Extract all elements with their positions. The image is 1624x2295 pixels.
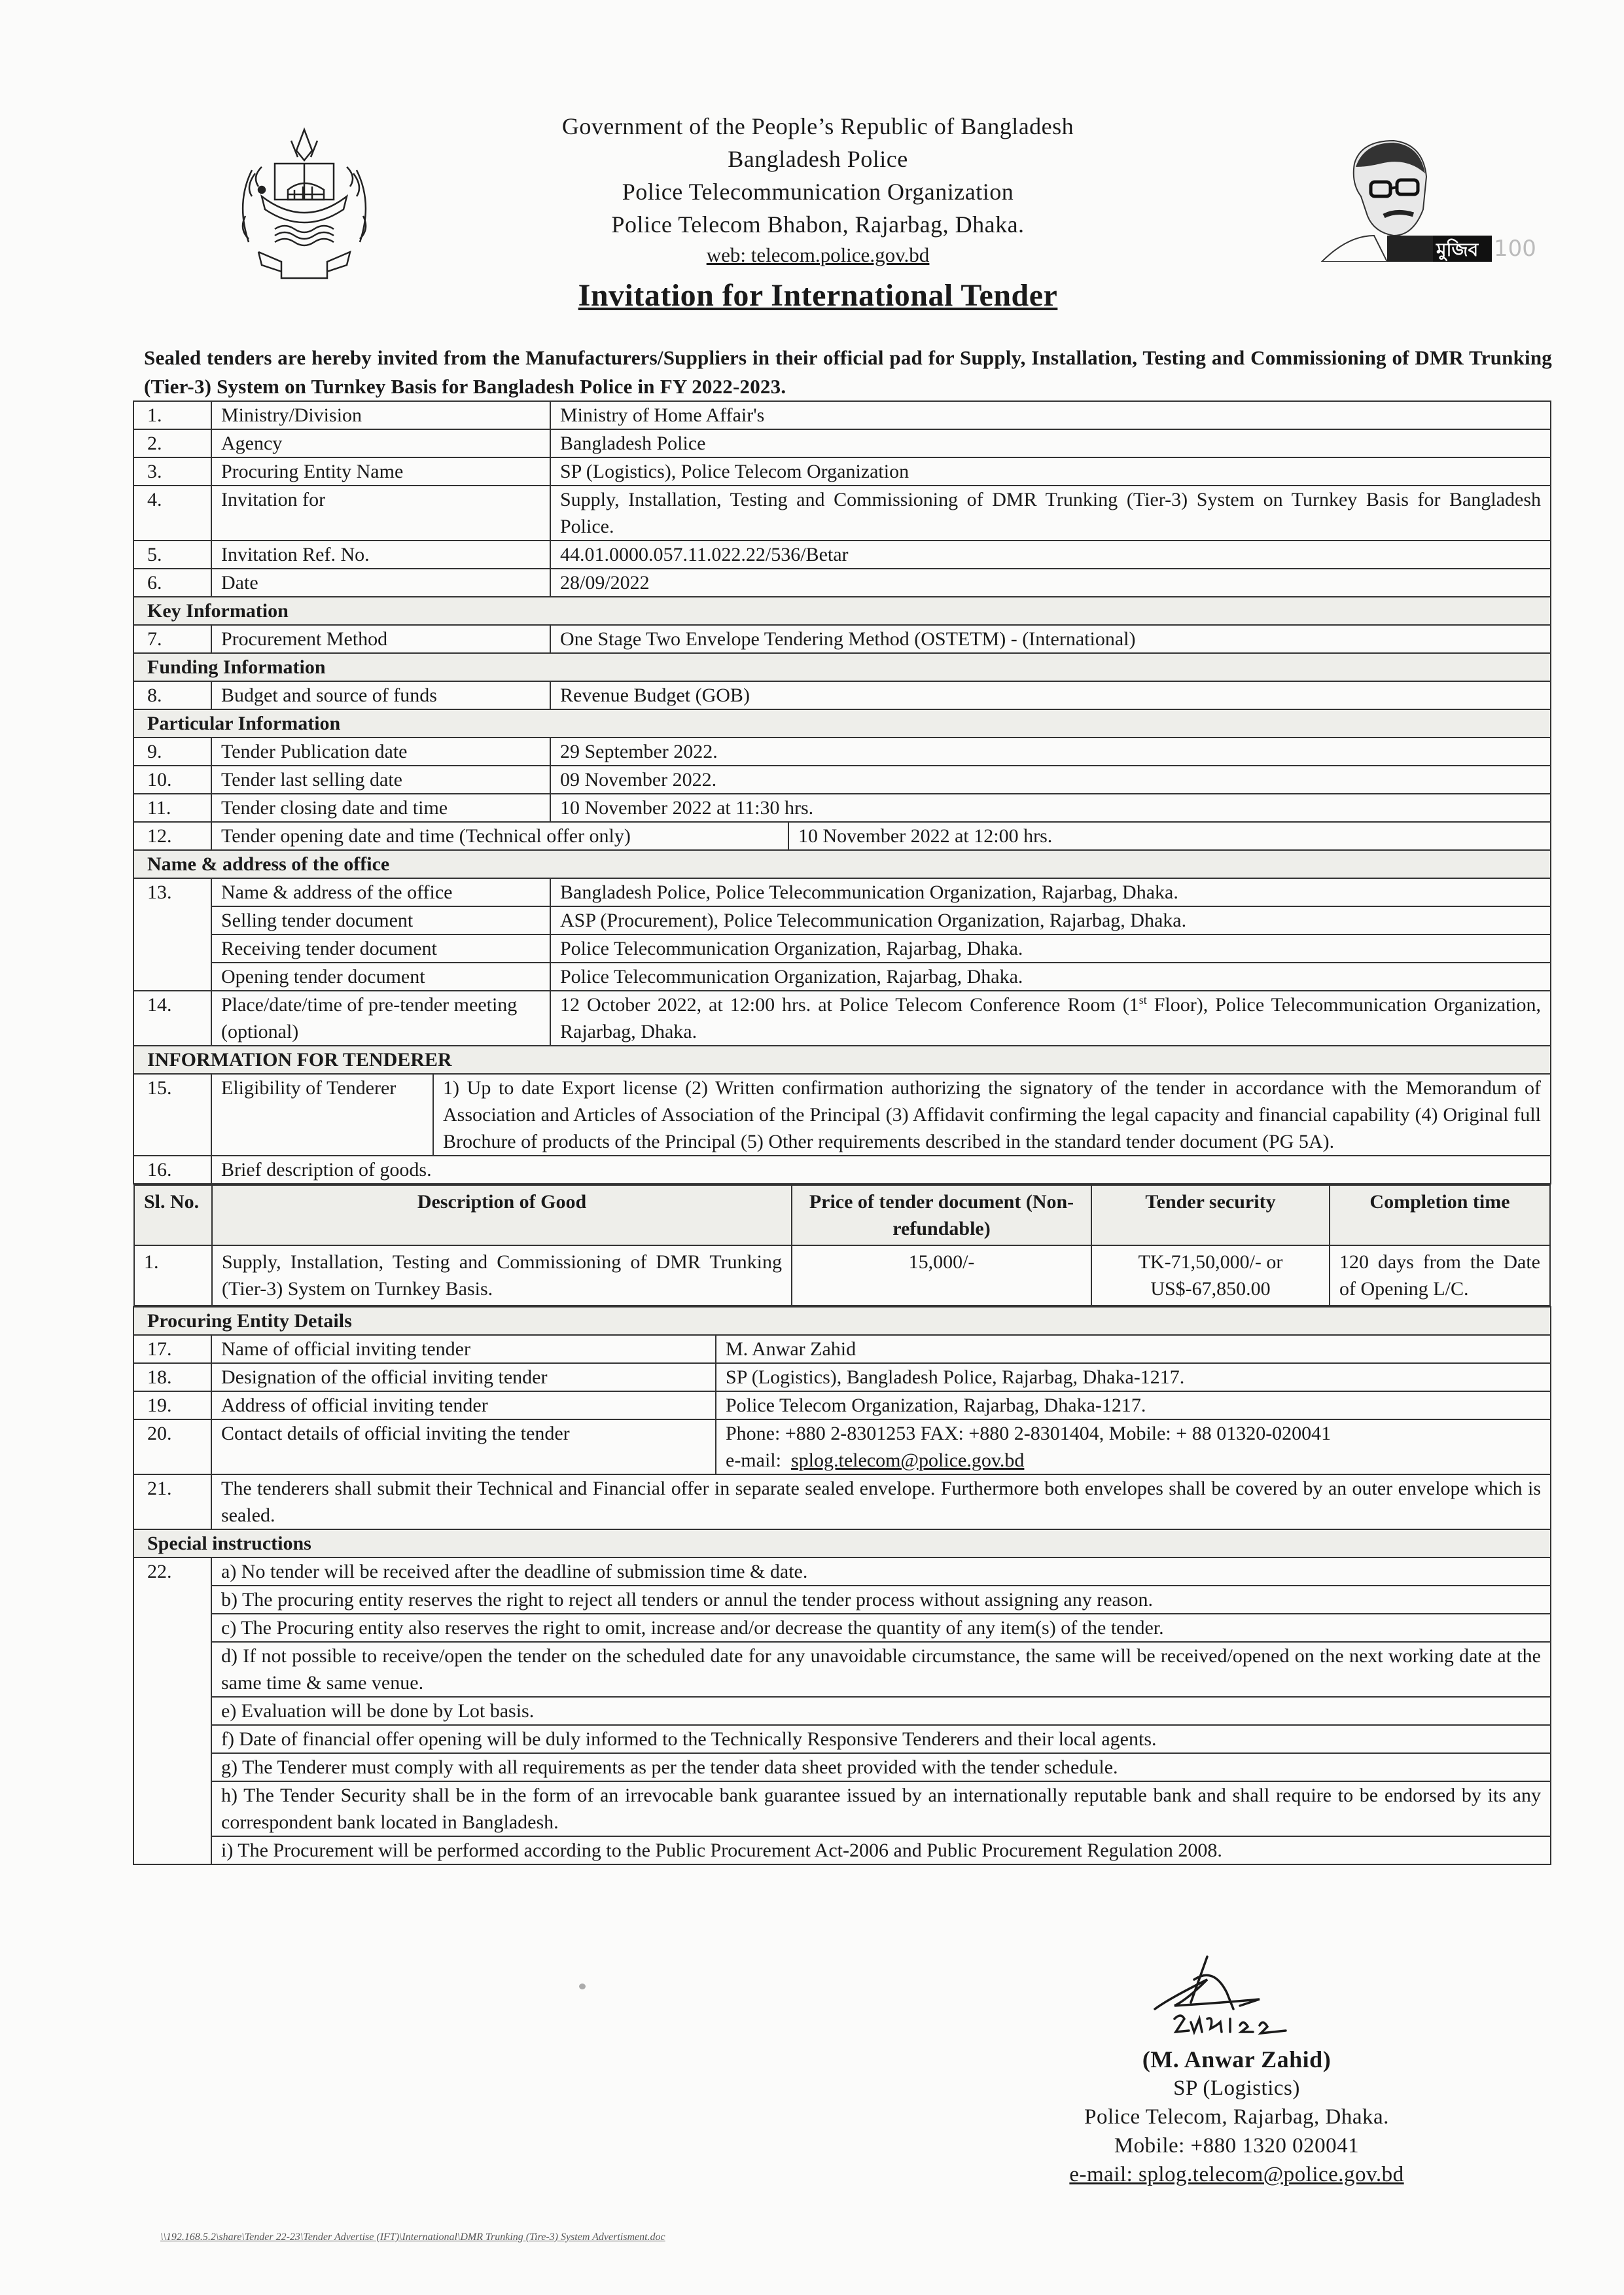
section-header-information-for-tenderer bbox=[133, 1046, 1551, 1074]
row-label: Invitation Ref. No. bbox=[211, 541, 550, 569]
table-row bbox=[133, 1557, 1551, 1864]
portrait-icon bbox=[1309, 137, 1518, 262]
email-prefix: e-mail: bbox=[726, 1450, 791, 1471]
letterhead bbox=[458, 110, 1178, 270]
row-value: 1) Up to date Export license (2) Written confirmation authorizing the signatory of the tender in accordance with the Memorandum of Association and Articles of Association of the Principal (3) Affidavit confirming the legal capacity and financial capability (4) Original full Brochure of products of the Principal (5) Other requirements described in the standard tender document (PG 5A). bbox=[443, 1077, 1541, 1152]
row-value: ASP (Procurement), Police Telecommunication Organization, Rajarbag, Dhaka. bbox=[550, 906, 1551, 934]
row-label: Procurement Method bbox=[211, 625, 550, 653]
row-label: Address of official inviting tender bbox=[212, 1392, 716, 1419]
goods-header-sl: Sl. No. bbox=[134, 1185, 212, 1245]
row-label: Procuring Entity Name bbox=[211, 457, 550, 486]
row-number: 8. bbox=[133, 681, 211, 709]
table-row bbox=[133, 906, 1551, 934]
row-number: 9. bbox=[133, 738, 211, 766]
row-number: 15. bbox=[133, 1074, 211, 1156]
table-row bbox=[133, 1335, 1551, 1363]
instruction-item: d) If not possible to receive/open the tender on the scheduled date for any unavoidable circumstance, the same will be received/opened on the next working date at the same time & same venue. bbox=[212, 1642, 1550, 1697]
goods-table bbox=[133, 1184, 1551, 1306]
row-18-split bbox=[211, 1363, 1551, 1391]
goods-table-wrapper bbox=[133, 1184, 1551, 1307]
section-title: Name & address of the office bbox=[133, 850, 1551, 878]
letterhead-line-address: Police Telecom Bhabon, Rajarbag, Dhaka. bbox=[611, 211, 1025, 238]
row-label: Eligibility of Tenderer bbox=[212, 1075, 433, 1155]
web-prefix: web: bbox=[706, 243, 751, 266]
row-value bbox=[716, 1420, 1550, 1474]
page-title: Invitation for International Tender bbox=[578, 278, 1058, 313]
row-number: 2. bbox=[133, 429, 211, 457]
table-row bbox=[133, 1074, 1551, 1156]
mujib-text: মুজিব bbox=[1436, 239, 1479, 260]
row-number: 21. bbox=[133, 1474, 211, 1529]
row-label: Designation of the official inviting tender bbox=[212, 1364, 716, 1391]
row-value: SP (Logistics), Police Telecom Organization bbox=[550, 457, 1551, 486]
instruction-item: f) Date of financial offer opening will be duly informed to the Technically Responsive Tenderers and their local agents. bbox=[212, 1725, 1550, 1753]
contact-email-link[interactable]: splog.telecom@police.gov.bd bbox=[790, 1450, 1025, 1471]
table-row bbox=[133, 457, 1551, 486]
section-title: INFORMATION FOR TENDERER bbox=[133, 1046, 1551, 1074]
row-19-split bbox=[211, 1391, 1551, 1419]
row-label: Invitation for bbox=[211, 486, 550, 541]
instruction-item: a) No tender will be received after the deadline of submission time & date. bbox=[212, 1558, 1550, 1586]
letterhead-line-organization: Police Telecommunication Organization bbox=[622, 179, 1014, 205]
section-header-funding-information bbox=[133, 653, 1551, 681]
instruction-item: e) Evaluation will be done by Lot basis. bbox=[212, 1697, 1550, 1725]
table-row bbox=[133, 401, 1551, 429]
row-value: 09 November 2022. bbox=[550, 766, 1551, 794]
row-17-split bbox=[211, 1335, 1551, 1363]
row-number: 4. bbox=[133, 486, 211, 541]
section-header-particular-information bbox=[133, 709, 1551, 738]
row-17-inner bbox=[212, 1336, 1550, 1362]
row-value: 44.01.0000.057.11.022.22/536/Betar bbox=[550, 541, 1551, 569]
goods-header-description: Description of Good bbox=[212, 1185, 792, 1245]
row-label: Ministry/Division bbox=[211, 401, 550, 429]
row-value: 29 September 2022. bbox=[550, 738, 1551, 766]
row-number: 1. bbox=[133, 401, 211, 429]
goods-header-completion: Completion time bbox=[1330, 1185, 1550, 1245]
row-15-split bbox=[211, 1074, 1551, 1156]
row-number: 3. bbox=[133, 457, 211, 486]
row-value: 28/09/2022 bbox=[550, 569, 1551, 597]
row-number: 22. bbox=[133, 1557, 211, 1864]
goods-security: TK-71,50,000/- or US$-67,850.00 bbox=[1091, 1245, 1330, 1306]
row-label: Tender Publication date bbox=[211, 738, 550, 766]
intro-paragraph: Sealed tenders are hereby invited from the Manufacturers/Suppliers in their official pad for Supply, Installation, Testing and Commissioning of DMR Trunking (Tier-3) System on Turnkey Basis for Bangladesh Police in FY 2022-2023. bbox=[144, 346, 1552, 398]
row-label: Name & address of the office bbox=[211, 878, 550, 906]
section-title: Key Information bbox=[133, 597, 1551, 625]
signatory-office: Police Telecom, Rajarbag, Dhaka. bbox=[1084, 2105, 1389, 2129]
row-12-inner bbox=[212, 823, 1550, 849]
web-link[interactable]: telecom.police.gov.bd bbox=[750, 243, 930, 266]
bangladesh-police-emblem-icon bbox=[226, 124, 383, 288]
table-row bbox=[133, 934, 1551, 963]
instruction-item: b) The procuring entity reserves the right to reject all tenders or annul the tender process without assigning any reason. bbox=[212, 1586, 1550, 1614]
goods-price: 15,000/- bbox=[792, 1245, 1091, 1306]
special-instructions-list bbox=[212, 1558, 1550, 1864]
row-value: Ministry of Home Affair's bbox=[550, 401, 1551, 429]
row-value: Bangladesh Police bbox=[550, 429, 1551, 457]
row-label: Budget and source of funds bbox=[211, 681, 550, 709]
row-value: Police Telecom Organization, Rajarbag, Dhaka-1217. bbox=[726, 1395, 1146, 1416]
table-row bbox=[133, 822, 1551, 850]
row-label: Selling tender document bbox=[211, 906, 550, 934]
row-value-part: 12 October 2022, at 12:00 hrs. at Police Telecom Conference Room (1 bbox=[560, 994, 1139, 1016]
row-20-inner bbox=[212, 1420, 1550, 1474]
row-label: Receiving tender document bbox=[211, 934, 550, 963]
row-value: Supply, Installation, Testing and Commissioning of DMR Trunking (Tier-3) System on Turnkey Basis for Bangladesh Police. bbox=[550, 486, 1551, 541]
section-header-key-information bbox=[133, 597, 1551, 625]
section-title: Special instructions bbox=[133, 1529, 1551, 1557]
row-value: One Stage Two Envelope Tendering Method (OSTETM) - (International) bbox=[550, 625, 1551, 653]
table-row bbox=[133, 541, 1551, 569]
row-12-split bbox=[211, 822, 1551, 850]
goods-completion: 120 days from the Date of Opening L/C. bbox=[1330, 1245, 1550, 1306]
table-row bbox=[133, 429, 1551, 457]
scan-speck bbox=[579, 1984, 586, 1989]
tender-details-table bbox=[133, 400, 1551, 1865]
row-number: 6. bbox=[133, 569, 211, 597]
row-number: 7. bbox=[133, 625, 211, 653]
signature-block bbox=[1008, 1953, 1466, 2189]
table-row bbox=[133, 991, 1551, 1046]
row-value: Police Telecommunication Organization, Rajarbag, Dhaka. bbox=[550, 934, 1551, 963]
row-number: 16. bbox=[133, 1156, 211, 1184]
table-row bbox=[133, 1419, 1551, 1474]
row-20-split bbox=[211, 1419, 1551, 1474]
row-label: Agency bbox=[211, 429, 550, 457]
row-value: 10 November 2022 at 11:30 hrs. bbox=[550, 794, 1551, 822]
row-value: Police Telecommunication Organization, Rajarbag, Dhaka. bbox=[550, 963, 1551, 991]
row-value: Revenue Budget (GOB) bbox=[550, 681, 1551, 709]
ordinal-suffix: st bbox=[1139, 993, 1147, 1006]
contact-email-line bbox=[726, 1447, 1541, 1474]
instruction-item: i) The Procurement will be performed according to the Public Procurement Act-2006 and Public Procurement Regulation 2008. bbox=[221, 1840, 1222, 1861]
table-row bbox=[133, 1156, 1551, 1184]
section-title: Particular Information bbox=[133, 709, 1551, 738]
section-title: Procuring Entity Details bbox=[133, 1307, 1551, 1335]
row-label: Date bbox=[211, 569, 550, 597]
table-row bbox=[133, 738, 1551, 766]
row-number: 19. bbox=[133, 1391, 211, 1419]
row-number: 14. bbox=[133, 991, 211, 1046]
section-header-procuring-entity bbox=[133, 1307, 1551, 1335]
row-label: Opening tender document bbox=[211, 963, 550, 991]
row-value: 10 November 2022 at 12:00 hrs. bbox=[798, 825, 1053, 847]
goods-row bbox=[134, 1245, 1550, 1306]
goods-description: Supply, Installation, Testing and Commissioning of DMR Trunking (Tier-3) System on Turnkey Basis. bbox=[212, 1245, 792, 1306]
goods-header-price: Price of tender document (Non-refundable) bbox=[792, 1185, 1091, 1245]
mujib-100-logo bbox=[1309, 137, 1536, 262]
row-number: 17. bbox=[133, 1335, 211, 1363]
row-label: Name of official inviting tender bbox=[212, 1336, 716, 1362]
goods-header-row bbox=[134, 1185, 1550, 1245]
row-18-inner bbox=[212, 1364, 1550, 1391]
table-row bbox=[133, 878, 1551, 906]
section-header-special-instructions bbox=[133, 1529, 1551, 1557]
signatory-mobile: Mobile: +880 1320 020041 bbox=[1114, 2134, 1360, 2158]
table-row bbox=[133, 963, 1551, 991]
row-number: 12. bbox=[133, 822, 211, 850]
section-title: Funding Information bbox=[133, 653, 1551, 681]
table-row bbox=[133, 569, 1551, 597]
row-label: Brief description of goods. bbox=[211, 1156, 1551, 1184]
signatory-name: (M. Anwar Zahid) bbox=[1142, 2046, 1332, 2073]
row-15-inner bbox=[212, 1075, 1550, 1155]
row-value bbox=[550, 991, 1551, 1046]
letterhead-line-government: Government of the People’s Republic of Bangladesh bbox=[561, 113, 1074, 139]
mujib-100-number: 100 bbox=[1494, 236, 1536, 262]
row-value-part: Floor), Police Telecommunication Organization, Rajarbag, Dhaka. bbox=[560, 994, 1541, 1042]
table-row bbox=[133, 681, 1551, 709]
row-number: 20. bbox=[133, 1419, 211, 1474]
table-row bbox=[133, 486, 1551, 541]
goods-header-security: Tender security bbox=[1091, 1185, 1330, 1245]
document-file-path: \\192.168.5.2\share\Tender 22-23\Tender Advertise (IFT)\International\DMR Trunking (Tire-3) System Advertisment.doc bbox=[160, 2232, 665, 2243]
letterhead-web bbox=[458, 241, 1178, 270]
section-header-office bbox=[133, 850, 1551, 878]
row-value: The tenderers shall submit their Technical and Financial offer in separate sealed envelope. Furthermore both envelopes shall be covered by an outer envelope which is sealed. bbox=[211, 1474, 1551, 1529]
row-label: Tender closing date and time bbox=[211, 794, 550, 822]
goods-cell bbox=[133, 1184, 1551, 1307]
row-value: SP (Logistics), Bangladesh Police, Rajarbag, Dhaka-1217. bbox=[726, 1366, 1185, 1388]
instruction-item: h) The Tender Security shall be in the form of an irrevocable bank guarantee issued by an internationally reputable bank and shall require to be endorsed by its any correspondent bank located in Bangladesh. bbox=[212, 1781, 1550, 1836]
row-label: Tender last selling date bbox=[211, 766, 550, 794]
table-row bbox=[133, 1391, 1551, 1419]
contact-phone: Phone: +880 2-8301253 FAX: +880 2-8301404, Mobile: + 88 01320-020041 bbox=[726, 1423, 1332, 1444]
instruction-item: c) The Procuring entity also reserves the right to omit, increase and/or decrease the quantity of any item(s) of the tender. bbox=[212, 1614, 1550, 1642]
special-instructions-cell bbox=[211, 1557, 1551, 1864]
row-number: 5. bbox=[133, 541, 211, 569]
row-number: 13. bbox=[133, 878, 211, 991]
row-number: 11. bbox=[133, 794, 211, 822]
table-row bbox=[133, 766, 1551, 794]
signatory-email[interactable]: e-mail: splog.telecom@police.gov.bd bbox=[1069, 2163, 1404, 2186]
row-label: Tender opening date and time (Technical offer only) bbox=[212, 823, 788, 849]
table-row bbox=[133, 1474, 1551, 1529]
row-value: M. Anwar Zahid bbox=[726, 1338, 856, 1360]
row-number: 18. bbox=[133, 1363, 211, 1391]
signature-scribble-icon bbox=[1129, 1953, 1345, 2045]
row-label: Contact details of official inviting the tender bbox=[212, 1420, 716, 1474]
table-row bbox=[133, 794, 1551, 822]
instruction-item: g) The Tenderer must comply with all requirements as per the tender data sheet provided with the tender schedule. bbox=[212, 1753, 1550, 1781]
row-number: 10. bbox=[133, 766, 211, 794]
table-row bbox=[133, 625, 1551, 653]
row-value: Bangladesh Police, Police Telecommunication Organization, Rajarbag, Dhaka. bbox=[550, 878, 1551, 906]
row-19-inner bbox=[212, 1392, 1550, 1419]
signatory-designation: SP (Logistics) bbox=[1173, 2076, 1300, 2100]
letterhead-line-agency: Bangladesh Police bbox=[728, 146, 908, 172]
goods-sl: 1. bbox=[134, 1245, 212, 1306]
table-row bbox=[133, 1363, 1551, 1391]
row-label: Place/date/time of pre-tender meeting (optional) bbox=[211, 991, 550, 1046]
